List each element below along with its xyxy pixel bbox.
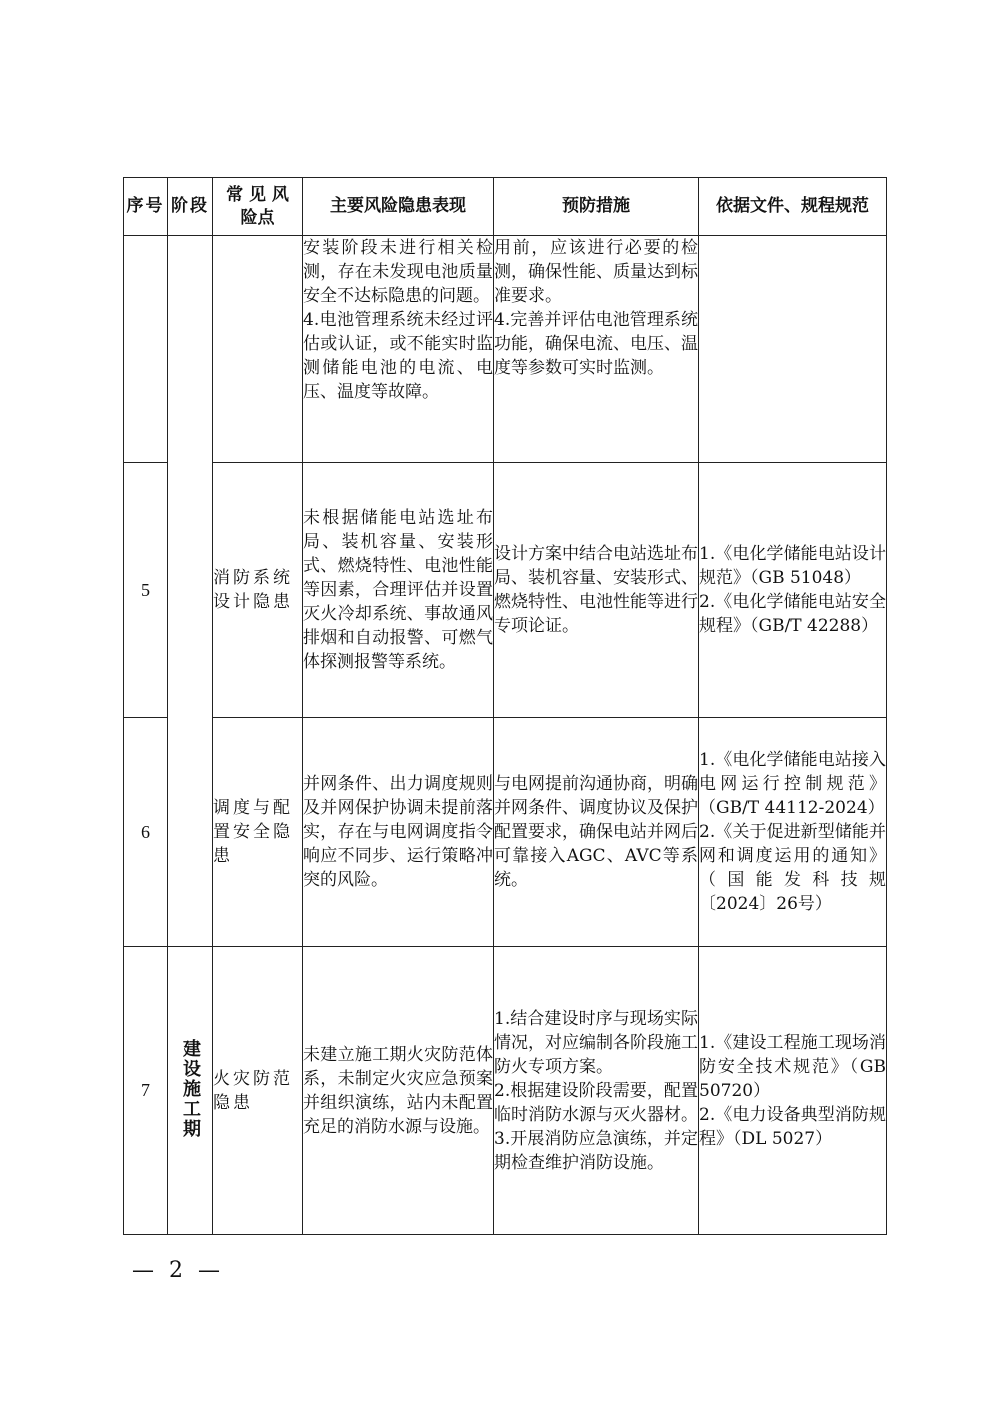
table-row [124, 463, 887, 718]
cell-stage-merged [168, 236, 213, 947]
cell-basis [699, 236, 887, 463]
cell-manifestation: 并网条件、出力调度规则及并网保护协调未提前落实，存在与电网调度指令响应不同步、运行策略冲突的风险。 [303, 718, 494, 947]
cell-manifestation: 未根据储能电站选址布局、装机容量、安装形式、燃烧特性、电池性能等因素，合理评估并设置灭火冷却系统、事故通风排烟和自动报警、可燃气体探测报警等系统。 [303, 463, 494, 718]
cell-stage [168, 947, 213, 1235]
cell-manifestation: 安装阶段未进行相关检测，存在未发现电池质量安全不达标隐患的问题。 4.电池管理系统未经过评估或认证，或不能实时监测储能电池的电流、电压、温度等故障。 [303, 236, 494, 463]
cell-manifestation: 未建立施工期火灾防范体系，未制定火灾应急预案并组织演练，站内未配置充足的消防水源与设施。 [303, 947, 494, 1235]
header-basis: 依据文件、规程规范 [699, 178, 887, 236]
table-row [124, 947, 887, 1235]
header-risk-point: 常 见 风险点 [213, 178, 303, 236]
cell-basis: 1.《电化学储能电站设计规范》（GB 51048） 2.《电化学储能电站安全规程》（GB/T 42288） [699, 463, 887, 718]
risk-table [123, 177, 887, 1235]
cell-risk-point [213, 236, 303, 463]
table-header-row [124, 178, 887, 236]
cell-measures: 用前，应该进行必要的检测，确保性能、质量达到标准要求。 4.完善并评估电池管理系统功能，确保电流、电压、温度等参数可实时监测。 [494, 236, 699, 463]
cell-seq: 6 [124, 718, 168, 947]
cell-measures: 设计方案中结合电站选址布局、装机容量、安装形式、燃烧特性、电池性能等进行专项论证。 [494, 463, 699, 718]
header-measures: 预防措施 [494, 178, 699, 236]
cell-risk-point: 消防系统设计隐患 [213, 463, 303, 718]
header-stage: 阶段 [168, 178, 213, 236]
header-manifestation: 主要风险隐患表现 [303, 178, 494, 236]
cell-seq [124, 236, 168, 463]
header-seq: 序号 [124, 178, 168, 236]
stage-label: 建设施工期 [180, 1038, 201, 1139]
cell-basis: 1.《建设工程施工现场消防安全技术规范》（GB 50720） 2.《电力设备典型消防规程》（DL 5027） [699, 947, 887, 1235]
cell-measures: 与电网提前沟通协商，明确并网条件、调度协议及保护配置要求，确保电站并网后可靠接入AGC、AVC等系统。 [494, 718, 699, 947]
cell-risk-point: 调度与配置安全隐患 [213, 718, 303, 947]
cell-seq: 7 [124, 947, 168, 1235]
page-number: — 2 — [132, 1258, 224, 1283]
table-row [124, 718, 887, 947]
table-row [124, 236, 887, 463]
cell-risk-point: 火灾防范隐患 [213, 947, 303, 1235]
cell-seq: 5 [124, 463, 168, 718]
cell-measures: 1.结合建设时序与现场实际情况，对应编制各阶段施工防火专项方案。 2.根据建设阶段需要，配置临时消防水源与灭火器材。 3.开展消防应急演练，并定期检查维护消防设施。 [494, 947, 699, 1235]
cell-basis: 1.《电化学储能电站接入电网运行控制规范》（GB/T 44112-2024） 2.《关于促进新型储能并网和调度运用的通知》（国能发科技规〔2024〕26号） [699, 718, 887, 947]
